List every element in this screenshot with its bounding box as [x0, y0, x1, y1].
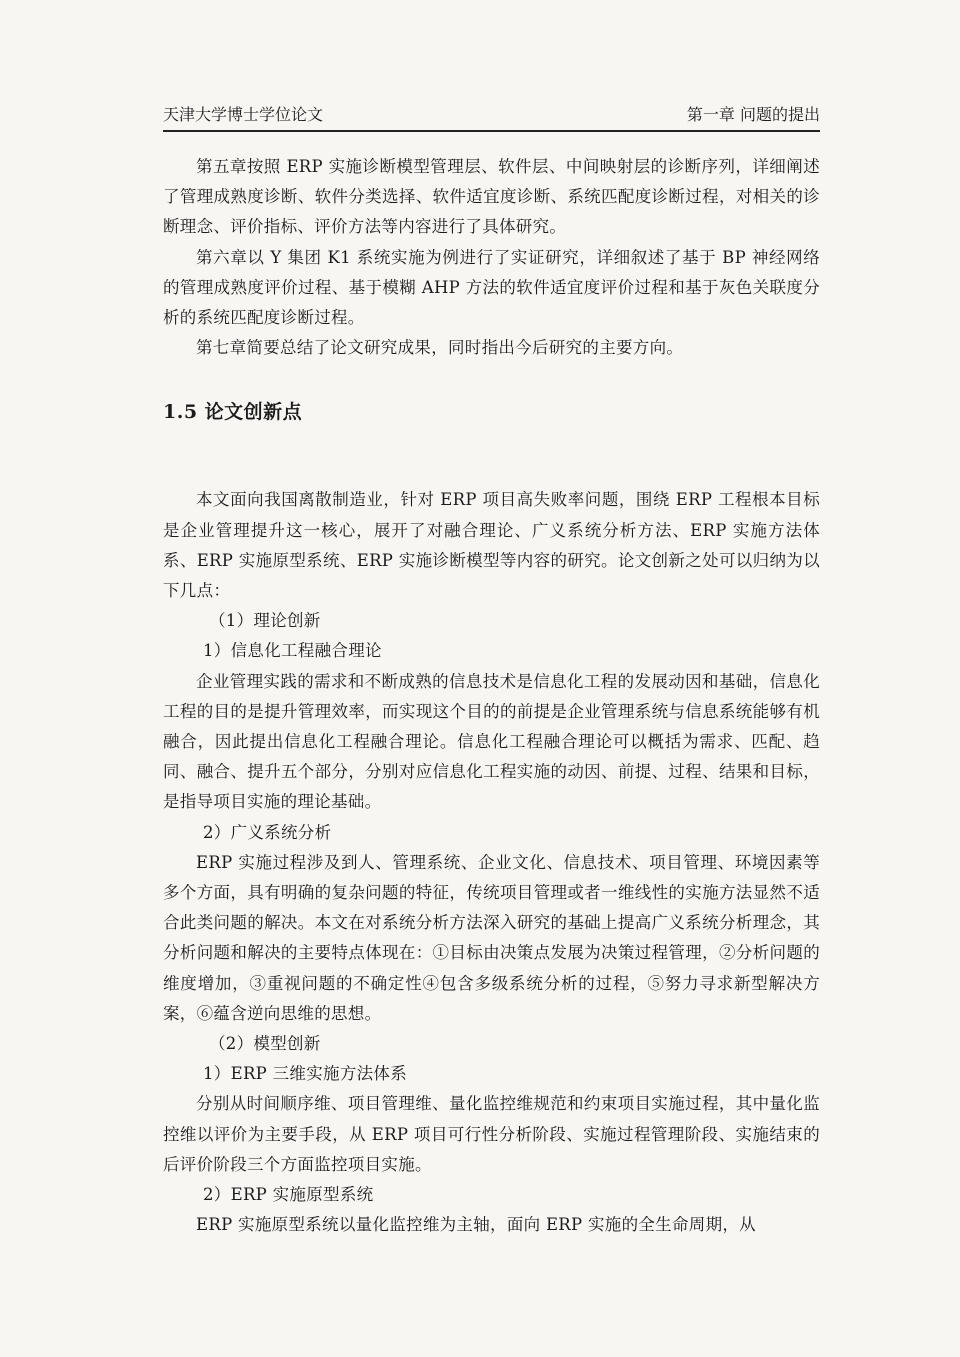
- heading-model-innovation: （2）模型创新: [209, 1034, 321, 1054]
- paragraph-chapter5: 第五章按照 ERP 实施诊断模型管理层、软件层、中间映射层的诊断序列，详细阐述了管理成熟度诊断、软件分类选择、软件适宜度诊断、系统匹配度诊断过程，对相关的诊断理念、评价指标、评价方法等内容进行了具体研究。: [163, 157, 820, 237]
- paragraph-prototype-system: ERP 实施原型系统以量化监控维为主轴，面向 ERP 实施的全生命周期，从: [196, 1215, 756, 1235]
- paragraph-chapter6: 第六章以 Y 集团 K1 系统实施为例进行了实证研究，详细叙述了基于 BP 神经网络的管理成熟度评价过程、基于模糊 AHP 方法的软件适宜度评价过程和基于灰色关联度分析的系统匹配度诊断过程。: [163, 247, 820, 328]
- section-heading-1-5: 1.5 论文创新点: [163, 401, 303, 424]
- header-thesis-title: 天津大学博士学位论文: [163, 105, 324, 124]
- paragraph-chapter7: 第七章简要总结了论文研究成果，同时指出今后研究的主要方向。: [196, 338, 684, 358]
- paragraph-fusion-theory: 企业管理实践的需求和不断成熟的信息技术是信息化工程的发展动因和基础，信息化工程的目的是提升管理效率，而实现这个目的的前提是企业管理系统与信息系统能够有机融合，因此提出信息化工程融合理论。信息化工程融合理论可以概括为需求、匹配、趋同、融合、提升五个部分，分别对应信息化工程实施的动因、前提、过程、结果和目标，是指导项目实施的理论基础。: [163, 671, 820, 812]
- page-body: [163, 152, 820, 1241]
- heading-theory-innovation: （1）理论创新: [209, 611, 321, 631]
- running-header: [163, 104, 820, 132]
- paragraph-generalized-system-analysis: ERP 实施过程涉及到人、管理系统、企业文化、信息技术、项目管理、环境因素等多个方面，具有明确的复杂问题的特征，传统项目管理或者一维线性的实施方法显然不适合此类问题的解决。本文在对系统分析方法深入研究的基础上提高广义系统分析理念，其分析问题和解决的主要特点体现在：①目标由决策点发展为决策过程管理，②分析问题的维度增加，③重视问题的不确定性④包含多级系统分析的过程，⑤努力寻求新型解决方案，⑥蕴含逆向思维的思想。: [163, 852, 820, 1023]
- paragraph-innovation-intro: 本文面向我国离散制造业，针对 ERP 项目高失败率问题，围绕 ERP 工程根本目标是企业管理提升这一核心，展开了对融合理论、广义系统分析方法、ERP 实施方法体系、ERP 实施原型系统、ERP 实施诊断模型等内容的研究。论文创新之处可以归纳为以下几点：: [163, 490, 820, 601]
- heading-3d-method-system: 1）ERP 三维实施方法体系: [203, 1064, 408, 1084]
- heading-generalized-system-analysis: 2）广义系统分析: [203, 822, 332, 842]
- header-chapter-title: 第一章 问题的提出: [686, 105, 820, 124]
- heading-prototype-system: 2）ERP 实施原型系统: [203, 1185, 374, 1205]
- paragraph-3d-method-system: 分别从时间顺序维、项目管理维、量化监控维规范和约束项目实施过程，其中量化监控维以评价为主要手段，从 ERP 项目可行性分析阶段、实施过程管理阶段、实施结束的后评价阶段三个方面监控项目实施。: [163, 1094, 820, 1174]
- heading-fusion-theory: 1）信息化工程融合理论: [203, 641, 382, 661]
